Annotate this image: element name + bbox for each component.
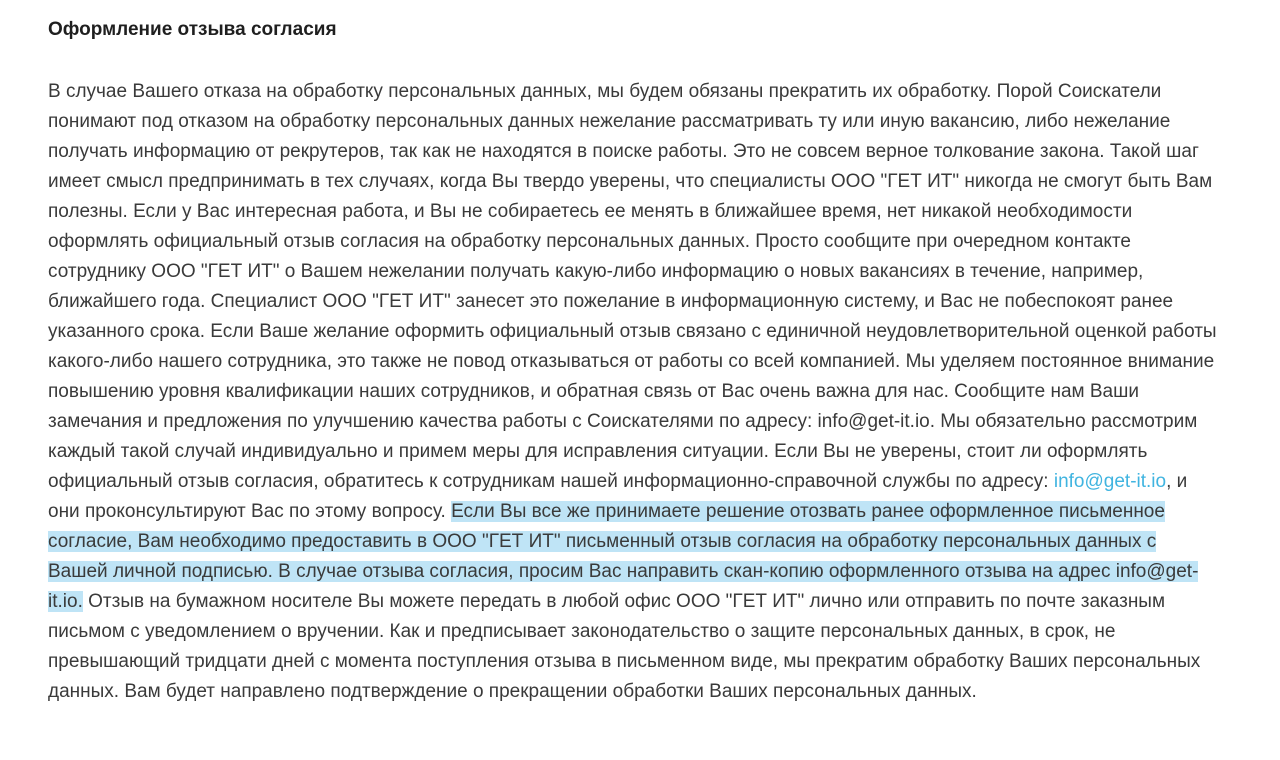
paragraph-text-intro: В случае Вашего отказа на обработку персональных данных, мы будем обязаны прекратить их обработку. Порой Соискатели понимают под отказом на обработку персональных данных нежелание рассматривать ту или иную вакансию, либо нежелание получать информацию от рекрутеров, так как не находятся в поиске работы. Это не совсем верное толкование закона. Такой шаг имеет смысл предпринимать в тех случаях, когда Вы твердо уверены, что специалисты ООО "ГЕТ ИТ" никогда не смогут быть Вам полезны. Если у Вас интересная работа, и Вы не собираетесь ее менять в ближайшее время, нет никакой необходимости оформлять официальный отзыв согласия на обработку персональных данных. Просто сообщите при очередном контакте сотруднику ООО "ГЕТ ИТ" о Вашем нежелании получать какую-либо информацию о новых вакансиях в течение, например, ближайшего года. Специалист ООО "ГЕТ ИТ" занесет это пожелание в информационную систему, и Вас не побеспокоят ранее указанного срока. Если Ваше желание оформить официальный отзыв связано с единичной неудовлетворительной оценкой работы какого-либо нашего сотрудника, это также не повод отказываться от работы со всей компанией. Мы уделяем постоянное внимание повышению уровня квалификации наших сотрудников, и обратная связь от Вас очень важна для нас. Сообщите нам Ваши замечания и предложения по улучшению качества работы с Соискателями по адресу: info@get-it.io. Мы обязательно рассмотрим каждый такой случай индивидуально и примем меры для исправления ситуации. Если Вы не уверены, стоит ли оформлять официальный отзыв согласия, обратитесь к сотрудникам нашей информационно-справочной службы по адресу: [48,81,1217,492]
paragraph-text-after-link: , и они проконсультируют Вас по этому вопросу. [48,471,1188,522]
consent-withdrawal-paragraph [48,77,1218,707]
section-title: Оформление отзыва согласия [48,19,337,40]
paragraph-text-end: Отзыв на бумажном носителе Вы можете передать в любой офис ООО "ГЕТ ИТ" лично или отправить по почте заказным письмом с уведомлением о вручении. Как и предписывает законодательство о защите персональных данных, в срок, не превышающий тридцати дней с момента поступления отзыва в письменном виде, мы прекратим обработку Ваших персональных данных. Вам будет направлено подтверждение о прекращении обработки Ваших персональных данных. [48,591,1201,702]
selected-text-highlight: Если Вы все же принимаете решение отозвать ранее оформленное письменное согласие, Вам необходимо предоставить в ООО "ГЕТ ИТ" письменный отзыв согласия на обработку персональных данных с Вашей личной подписью. В случае отзыва согласия, просим Вас направить скан-копию оформленного отзыва на адрес info@get-it.io. [48,501,1199,612]
support-email-link[interactable]: info@get-it.io [1053,471,1167,492]
